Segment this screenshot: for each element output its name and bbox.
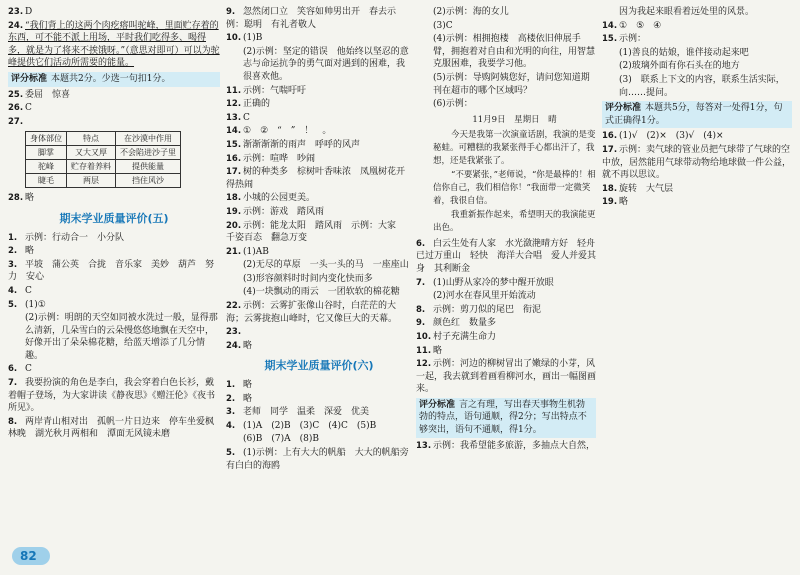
column-4	[602, 6, 792, 210]
item-text: 颜色红 数量多	[433, 318, 497, 329]
scoring-note: 评分标准 本题共2分。少选一句扣1分。	[8, 72, 220, 87]
list-item	[226, 46, 412, 84]
column-2	[226, 6, 412, 473]
item-text: (3)C	[433, 20, 453, 31]
list-item	[416, 345, 596, 358]
list-item	[8, 377, 220, 415]
item-number: 13.	[416, 440, 432, 451]
item-number: 18.	[602, 183, 618, 194]
item-text: 示例：卖气球的管业员把气球带了气球的空中放，居然能用气球带动物给地球做一件公益，就不再以思议。	[602, 144, 792, 181]
list-item	[8, 245, 220, 258]
list-item	[602, 60, 792, 73]
item-text: 略	[619, 197, 629, 208]
item-text: 示例：云雾扩张像山谷时，白茫茫的大海；云雾拢抱山峰时，它又像巨大的天幕。	[226, 301, 398, 324]
item-text: 忽然闭口立 笑容如帅男出开 春去示例：聪明 有礼者敬人	[226, 7, 397, 30]
list-item	[226, 326, 412, 339]
item-number: 5.	[226, 448, 236, 458]
item-text: (6)示例：	[433, 99, 473, 110]
list-item	[416, 6, 596, 19]
list-item	[226, 166, 412, 191]
item-text: 树的种类多 棕树叶香味浓 凤凰树花开得热闹	[226, 167, 406, 190]
column-3-list-2	[416, 238, 596, 396]
item-number: 3.	[8, 259, 18, 270]
item-text: 示例：河边的柳树冒出了嫩绿的小芽，风一起，我去就到着画看柳河水，画出一幅图画来。	[416, 359, 597, 395]
diary-weekday: 星期日	[514, 114, 540, 125]
item-text: 示例：能龙太阳 踏风雨 示例：大家 千姿百态 翻急万变	[226, 220, 406, 244]
item-number: 5.	[8, 299, 18, 310]
list-item	[602, 20, 792, 33]
item-number: 14.	[226, 126, 242, 137]
list-item	[226, 206, 412, 219]
item-number: 11.	[416, 345, 432, 356]
item-text: 正确的	[243, 99, 271, 110]
item-number: 21.	[226, 246, 242, 257]
camel-table	[25, 131, 181, 188]
item-text: 旋转 大气层	[619, 183, 674, 194]
table-row: 驼峰 贮存着养料 提供能量	[26, 160, 181, 174]
item-25: 25. 委屈 惊喜	[8, 89, 71, 100]
item-text: (1)善良的姑娘，谁伴接动起来吧	[619, 47, 749, 58]
item-text: 小城的公园更美。	[243, 193, 316, 204]
item-number: 16.	[602, 131, 618, 142]
item-text: C	[25, 285, 32, 296]
list-item	[8, 285, 220, 298]
table-row: 身体部位 特点 在沙漠中作用	[26, 132, 181, 146]
item-number: 4.	[226, 420, 236, 431]
item-number: 24.	[226, 340, 242, 351]
list-item	[416, 304, 596, 317]
item-text: 因为我起来眼看着远处里的风景。	[619, 7, 755, 17]
list-item	[226, 85, 412, 98]
list-item	[226, 340, 412, 353]
list-item	[416, 20, 596, 33]
section-title-6: 期末学业质量评价(六)	[264, 359, 374, 373]
item-number: 11.	[226, 85, 242, 96]
item-text: 示例：气喘吁吁	[243, 85, 307, 96]
item-text: 略	[243, 340, 253, 351]
item-text: 示例：我希望能多旅游，多抽点大自然，	[433, 440, 596, 451]
scoring-note: 评分标准 本题共5分，每答对一处得1分，句式正确得1分。	[602, 101, 792, 128]
column-3	[416, 6, 596, 453]
item-number: 10.	[416, 331, 432, 342]
list-item	[416, 238, 596, 276]
item-number: 6.	[8, 364, 18, 375]
column-4-list-2	[602, 130, 792, 209]
list-item	[226, 447, 412, 472]
list-item	[226, 246, 412, 259]
item-number: 9.	[416, 318, 426, 329]
item-text: 略	[243, 380, 253, 391]
item-number: 22.	[226, 301, 242, 312]
list-item	[226, 192, 412, 205]
item-text: (1)A (2)B (3)C (4)C (5)B	[243, 420, 377, 431]
column-3-list	[416, 6, 596, 111]
list-item	[416, 33, 596, 71]
item-text: (5)示例：导购阿姨您好，请问您知道期刊在超市的哪个区域吗？	[433, 72, 590, 96]
list-item	[226, 379, 412, 392]
item-text: (6)B (7)A (8)B	[243, 434, 319, 445]
item-text: 我要扮演的角色是李白，我会穿着白色长衫，戴着帽子登场，为大家讲读《静夜思》《赠汪伦》《夜书所见》。	[8, 378, 216, 414]
diary-weather: 晴	[548, 114, 557, 125]
page-number: 82	[20, 549, 37, 563]
list-item	[602, 47, 792, 60]
item-text: (1)山野从家冷的梦中醒开放眼	[433, 277, 554, 288]
item-number: 8.	[416, 304, 426, 315]
item-27: 27.	[8, 116, 24, 127]
list-item	[602, 183, 792, 196]
list-item	[226, 286, 412, 299]
item-number: 8.	[8, 416, 18, 427]
list-item	[226, 420, 412, 433]
item-text: (1)示例：上有大大的帆船 大大的帆船旁有白白的海鸥	[226, 448, 409, 471]
list-item	[602, 130, 792, 143]
list-item	[226, 259, 412, 272]
table-row: 睫毛 两层 挡住风沙	[26, 174, 181, 188]
item-number: 1.	[226, 380, 236, 391]
item-text: ① ② “ ” ！ 。	[243, 126, 332, 137]
item-text: 老师 同学 温柔 深爱 优美	[243, 407, 370, 418]
list-item	[226, 273, 412, 286]
section-title-5: 期末学业质量评价(五)	[59, 211, 169, 225]
list-item	[226, 6, 412, 31]
list-item	[226, 406, 412, 419]
list-item	[226, 98, 412, 111]
list-item	[226, 139, 412, 152]
list-item	[416, 331, 596, 344]
list-item	[226, 300, 412, 325]
item-text: ① ⑤ ④	[619, 20, 662, 31]
item-number: 19.	[602, 197, 618, 208]
column-1	[8, 6, 220, 442]
item-text: 渐渐渐渐的雨声 呼呼的风声	[243, 139, 361, 150]
list-item	[602, 196, 792, 209]
item-number: 6.	[416, 238, 426, 249]
item-text: (2)河水在春风里开始流动	[433, 291, 536, 302]
item-number: 9.	[226, 7, 236, 17]
column-2-list	[226, 6, 412, 352]
diary-paragraph: “不要紧张，”老师说，“你是最棒的！相信你自己，我们相信你！”我面带一定微笑着，我很自信。	[433, 169, 596, 206]
item-text: 村子充满生命力	[433, 331, 497, 342]
list-item	[226, 153, 412, 166]
section-6-list	[226, 379, 412, 472]
list-item	[226, 433, 412, 446]
item-text: (1)AB	[243, 246, 269, 257]
list-item	[416, 290, 596, 303]
item-text: (2)无尽的草原 一头一头的马 一座座山	[243, 260, 409, 271]
item-text: (4)一块飘动的雨云 一团软软的棉花糖	[243, 287, 400, 298]
item-text: 略	[243, 393, 253, 404]
list-item	[416, 358, 596, 396]
item-text: (2)示例：海的女儿	[433, 7, 509, 17]
item-number: 10.	[226, 33, 242, 44]
item-number: 4.	[8, 285, 18, 296]
item-text: C	[25, 364, 32, 375]
list-item	[8, 363, 220, 376]
item-number: 1.	[8, 232, 18, 243]
table-row: 脚掌 又大又厚 不会陷进沙子里	[26, 146, 181, 160]
item-text: (3)形容颜料时时间内变化快而多	[243, 273, 373, 284]
list-item	[602, 144, 792, 182]
item-number: 13.	[226, 112, 242, 123]
item-text: 略	[25, 246, 35, 257]
item-text: C	[243, 112, 250, 123]
item-number: 17.	[226, 167, 242, 178]
item-text: 示例：游戏 踏风雨	[243, 206, 325, 217]
column-4-list	[602, 6, 792, 99]
item-text: (2)示例：明朗的天空如同被水洗过一般，显得那么清新，几朵雪白的云朵慢悠悠地飘在天空中，好像开出了朵朵棉花糖，给蓝天增添了几分情趣。	[25, 313, 218, 361]
item-number: 3.	[226, 407, 236, 418]
item-number: 7.	[8, 378, 18, 389]
list-item	[416, 440, 596, 453]
list-item	[416, 72, 596, 97]
item-text: 两岸青山相对出 孤帆一片日边来 停车坐爱枫林晚 湖光秋月两相和 潭面无风镜未磨	[8, 416, 215, 440]
item-text: 示例：喧哗 吵闹	[243, 153, 316, 164]
item-text: (3) 联系上下文的内容，联系生活实际，向……提问。	[619, 74, 785, 98]
item-text: 平坡 蒲公英 合拢 音乐家 美妙 葫芦 努力 安心	[8, 259, 215, 283]
item-number: 20.	[226, 220, 242, 231]
list-item	[226, 220, 412, 245]
item-text: (4)示例：相拥抱楼 高楼依旧伸展手臂，拥抱着对自由和光明的向往，用智慧克服困难，我要学习他。	[433, 34, 596, 70]
item-23: 23. D	[8, 7, 33, 17]
item-number: 7.	[416, 277, 426, 288]
item-text: (1)√ (2)× (3)√ (4)×	[619, 131, 724, 142]
list-item	[416, 98, 596, 111]
item-text: 白云生处有人家 水光潋滟晴方好 轻舟已过万重山 轻快 海洋大合唱 爱人并爱其身 其利断金	[416, 238, 597, 274]
list-item	[8, 259, 220, 284]
item-28: 28. 略	[8, 193, 35, 204]
item-number: 2.	[226, 393, 236, 404]
column-3-list-3	[416, 440, 596, 453]
list-item	[226, 125, 412, 138]
list-item	[226, 112, 412, 125]
diary-paragraph: 我重新振作起来，希望明天的我演能更出色。	[433, 209, 596, 233]
item-number: 14.	[602, 20, 618, 31]
diary-paragraph: 今天是我第一次演童话剧，我演的是变秘蛙。可糟糕的我紧张得手心都出汗了，我想，还是我紧张了。	[433, 129, 596, 166]
item-number: 15.	[602, 34, 618, 45]
item-text: (2)示例：坚定的错误 他始终以坚忍的意志与命运抗争的勇气面对遇到的困难，我很喜欢他。	[243, 46, 409, 82]
list-item	[416, 277, 596, 290]
item-text: 示例：剪刀似的尾巴 衔泥	[433, 304, 542, 315]
item-number: 16.	[226, 153, 242, 164]
item-number: 23.	[226, 327, 242, 338]
list-item	[602, 33, 792, 46]
list-item	[226, 393, 412, 406]
list-item	[8, 232, 220, 245]
list-item	[8, 299, 220, 312]
section-5-list	[8, 232, 220, 442]
item-text: 示例：	[619, 34, 647, 45]
item-number: 18.	[226, 193, 242, 204]
item-number: 15.	[226, 139, 242, 150]
item-number: 12.	[416, 359, 432, 370]
diary-date: 11月9日	[472, 114, 506, 125]
item-text: (1)①	[25, 299, 46, 310]
list-item	[602, 6, 792, 19]
list-item	[416, 317, 596, 330]
item-text: (2)玻璃外面有你石头在的地方	[619, 61, 740, 72]
page-number-badge	[12, 545, 52, 567]
scoring-note: 评分标准 言之有理，写出春天事物生机勃勃的特点，语句通顺，得2分；写出特点不够突出，语句不通顺，得1分。	[416, 398, 596, 438]
list-item	[8, 312, 220, 362]
item-26: 26. C	[8, 103, 32, 114]
list-item	[602, 74, 792, 99]
item-text: 示例：行动合一 小分队	[25, 232, 125, 243]
item-number: 12.	[226, 99, 242, 110]
item-24: 24. “我们背上的这两个肉疙瘩叫驼峰，里面贮存着的东西，可不能不派上用场，平时我们吃得多、喝得多，就是为了将来不挨饿呀。”（意思对即可）可以为驼峰提供它们活动所需要的能量。	[8, 20, 220, 69]
item-number: 19.	[226, 206, 242, 217]
item-text: (1)B	[243, 33, 263, 44]
item-text: 略	[433, 345, 443, 356]
diary-entry	[433, 114, 596, 235]
item-number: 17.	[602, 144, 618, 155]
list-item	[226, 32, 412, 45]
item-number: 2.	[8, 246, 18, 257]
list-item	[8, 416, 220, 441]
